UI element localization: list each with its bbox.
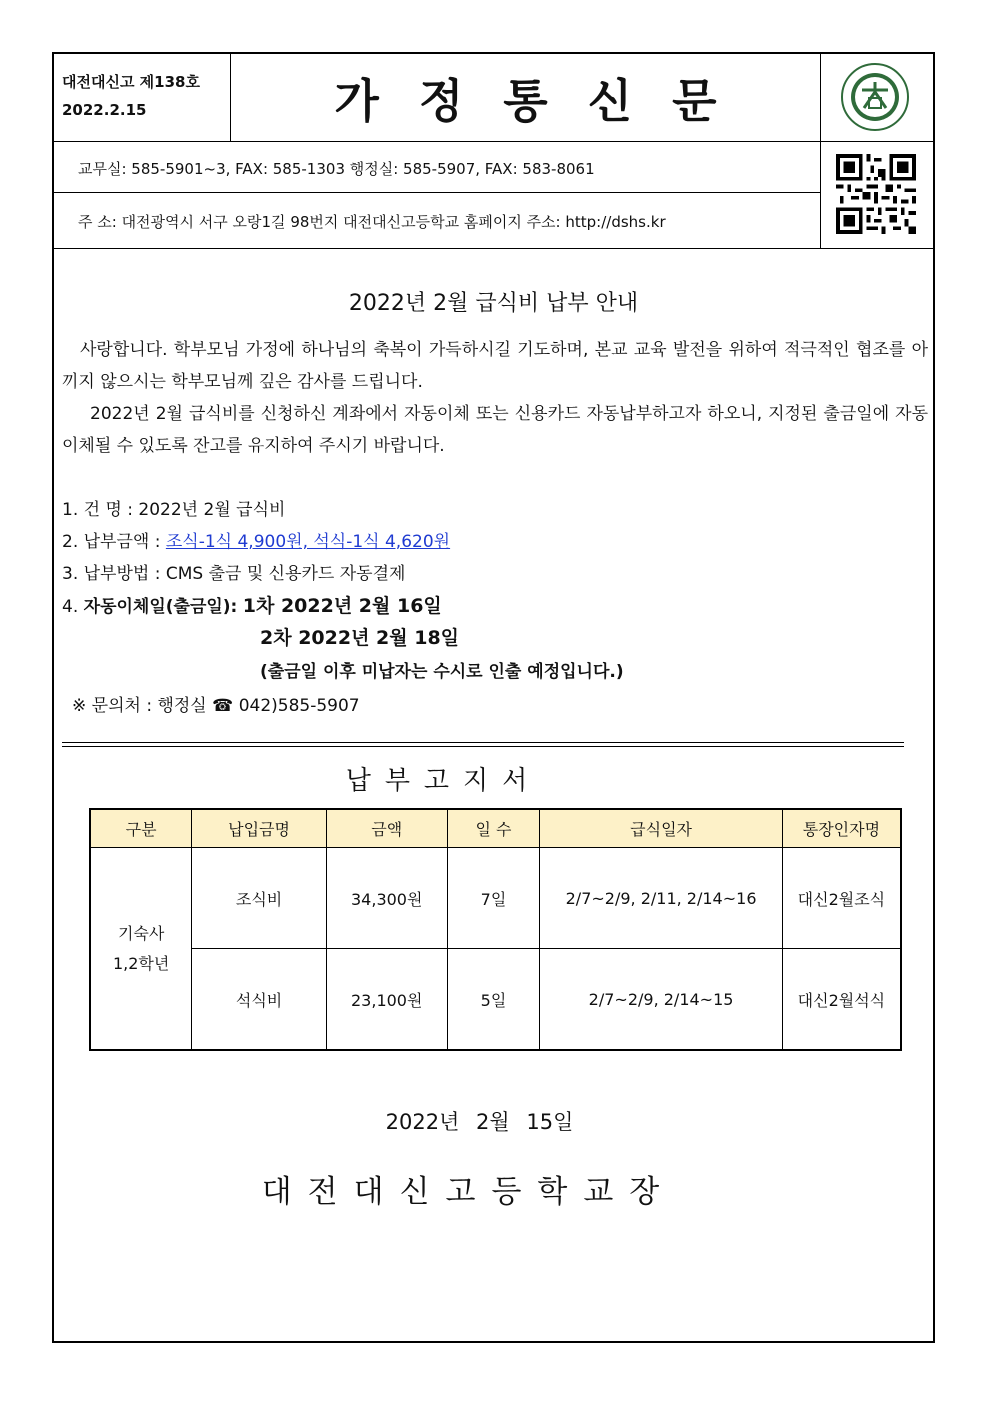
item-method-value: CMS 출금 및 신용카드 자동결제 [165,564,406,584]
issue-date: 2022.2.15 [62,101,147,119]
table-header-row [90,809,901,848]
item-method [62,559,405,584]
item-method-label: 3. 납부방법 : [62,564,161,584]
principal-signature: 대전대신고등학교장 [261,1174,676,1210]
column-header: 금액 [326,809,447,848]
payment-paragraph: 2022년 2월 급식비를 신청하신 계좌에서 자동이체 또는 신용카드 자동납부하고자 하오니, 지정된 출금일에 자동이체될 수 있도록 잔고를 유지하여 주시기 바랍니다. [62,404,928,456]
item-amount-value: 조식-1식 4,900원, 석식-1식 4,620원 [165,532,451,552]
fee-name: 조식비 [192,848,327,949]
table-row [90,848,901,949]
school-logo-icon [840,62,910,132]
header-divider [54,248,933,249]
item-amount-label: 2. 납부금액 : [62,532,161,552]
debit-date-second: 2차 2022년 2월 18일 [260,627,460,649]
item-subject-value: 2022년 2월 급식비 [138,500,286,520]
item-debit-number: 4. [62,597,79,617]
contact-row [54,141,821,193]
address-info: 주 소: 대전광역시 서구 오랑1길 98번지 대전대신고등학교 홈페이지 주소: http://dshs.kr [78,213,666,231]
bank-label: 대신2월조식 [782,848,901,949]
meal-dates: 2/7~2/9, 2/14~15 [540,949,782,1051]
greeting-paragraph: 사랑합니다. 학부모님 가정에 하나님의 축복이 가득하시길 기도하며, 본교 교육 발전을 위하여 적극적인 협조를 아끼지 않으시는 학부모님께 깊은 감사를 드립니다. [62,340,928,392]
newsletter-page [52,52,935,1343]
column-header: 납입금명 [192,809,327,848]
fee-days: 7일 [447,848,540,949]
column-header: 통장인자명 [782,809,901,848]
item-subject [62,495,285,520]
item-debit-label: 자동이체일(출금일): [83,597,238,617]
debit-note: (출금일 이후 미납자는 수시로 인출 예정입니다.) [260,662,624,682]
fee-name: 석식비 [192,949,327,1051]
column-header: 일 수 [447,809,540,848]
group-line: 기숙사 [117,923,165,943]
header-top-row [54,54,933,142]
item-amount [62,527,450,552]
debit-date-first: 1차 2022년 2월 16일 [242,595,442,617]
group-line: 1,2학년 [112,953,170,973]
fee-days: 5일 [447,949,540,1051]
page-title: 가정통신문 [231,54,821,141]
header-box [54,54,933,248]
issue-info [54,54,231,141]
bank-label: 대신2월석식 [782,949,901,1051]
bill-table [89,808,902,1051]
item-subject-label: 1. 건 명 : [62,500,134,520]
column-header: 급식일자 [540,809,782,848]
qr-code-icon[interactable] [836,154,916,234]
fee-amount: 34,300원 [326,848,447,949]
issue-footer-date: 2022년 2월 15일 [385,1110,574,1134]
group-cell [90,848,192,1051]
inquiry-contact: ※ 문의처 : 행정실 ☎ 042)585-5907 [72,696,360,716]
issue-number: 대전대신고 제138호 [62,73,200,91]
column-header: 구분 [90,809,192,848]
notice-title: 2022년 2월 급식비 납부 안내 [348,291,639,316]
address-row [54,193,821,248]
table-row [90,949,901,1051]
item-debit-date [62,591,442,618]
meal-dates: 2/7~2/9, 2/11, 2/14~16 [540,848,782,949]
fee-amount: 23,100원 [326,949,447,1051]
double-divider [62,742,904,747]
bill-title: 납부고지서 [345,766,542,796]
contact-info: 교무실: 585-5901~3, FAX: 585-1303 행정실: 585-5907, FAX: 583-8061 [78,160,595,178]
